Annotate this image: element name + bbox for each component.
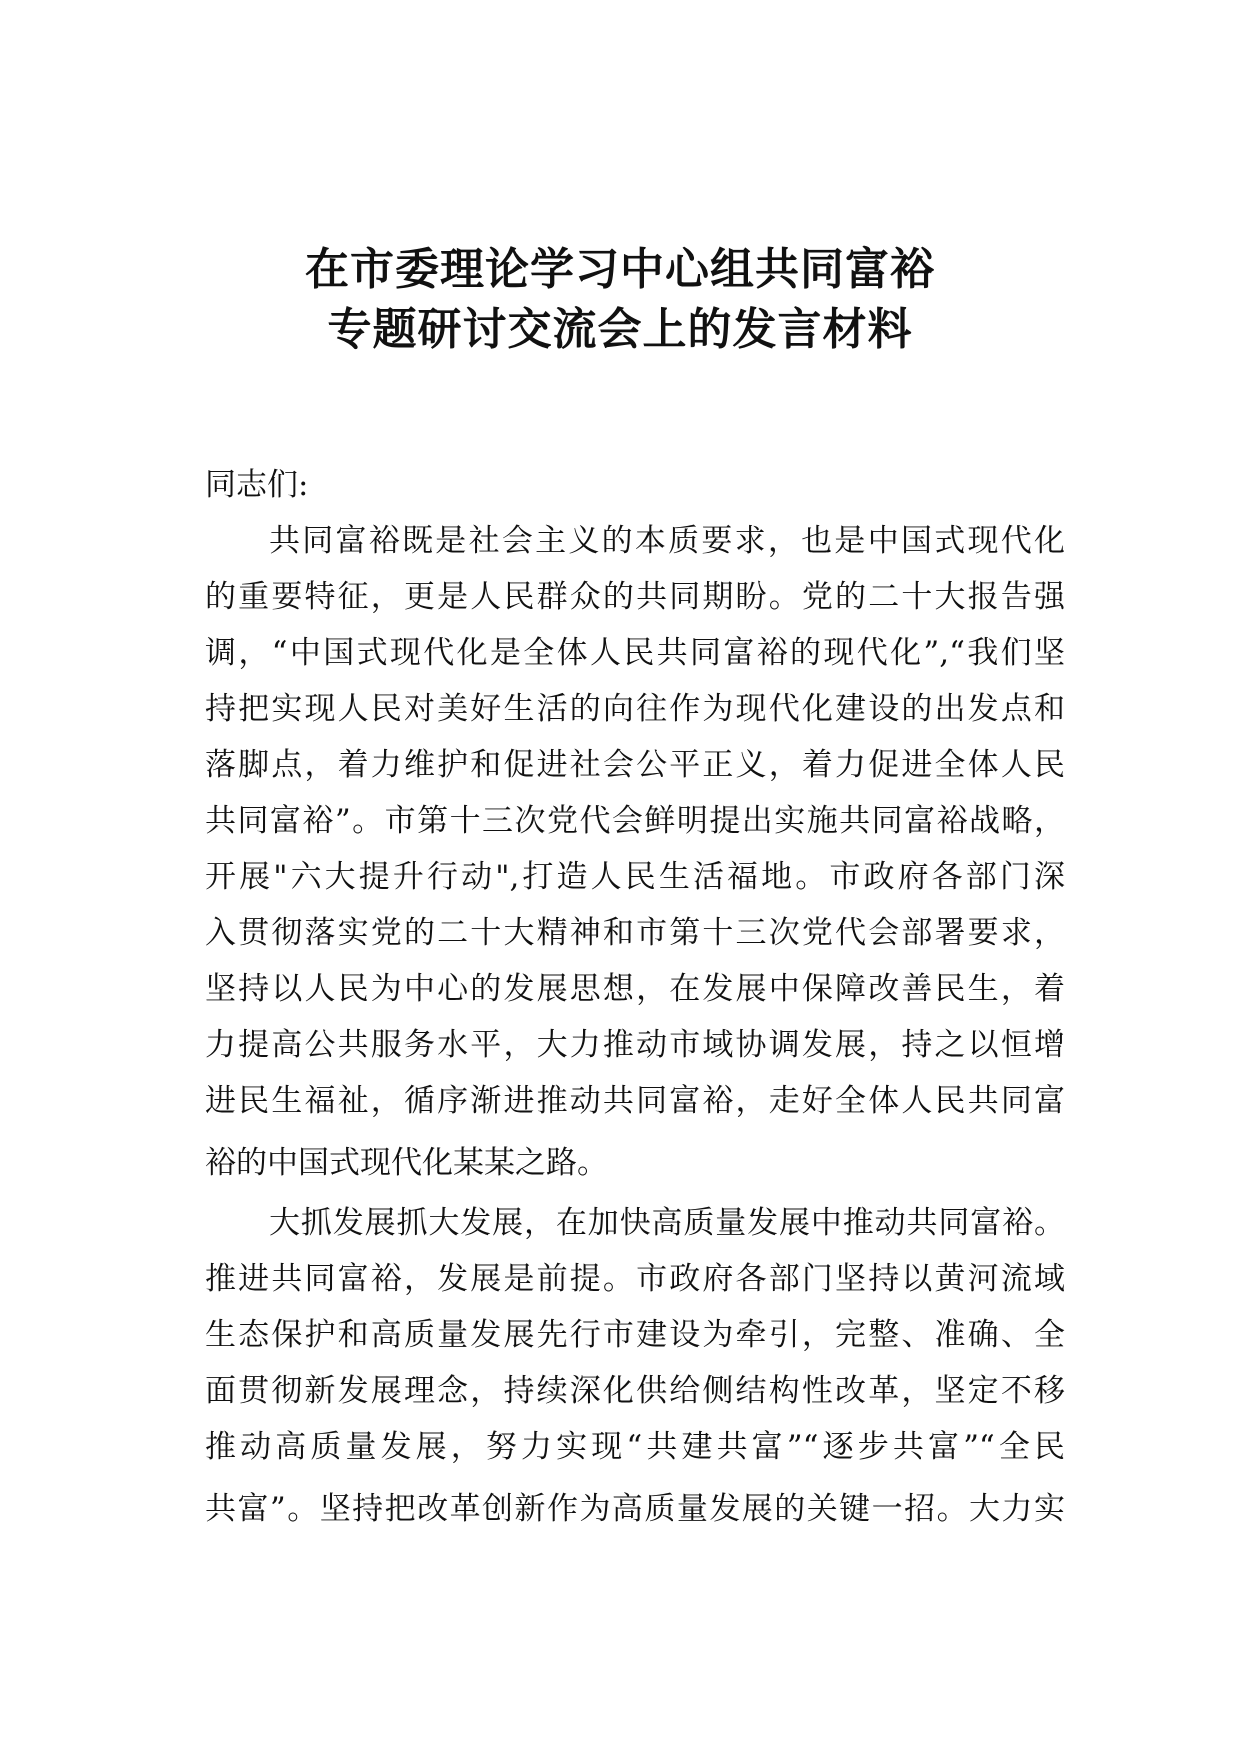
- paragraph-line: 共同富裕”。市第十三次党代会鲜明提出实施共同富裕战略，: [205, 803, 1065, 839]
- paragraph-line: 进民生福祉，循序渐进推动共同富裕，走好全体人民共同富: [205, 1083, 1065, 1119]
- paragraph-line: 面贯彻新发展理念，持续深化供给侧结构性改革，坚定不移: [205, 1373, 1065, 1409]
- paragraph-line: 共同富裕既是社会主义的本质要求，也是中国式现代化: [269, 523, 1065, 559]
- paragraph-line: 推动高质量发展，努力实现“共建共富”“逐步共富”“全民: [205, 1429, 1065, 1465]
- title-line-2: 专题研讨交流会上的发言材料: [327, 304, 913, 355]
- paragraph-1: [205, 513, 1065, 1191]
- paragraph-line: 持把实现人民对美好生活的向往作为现代化建设的出发点和: [205, 691, 1065, 727]
- paragraph-line: 入贯彻落实党的二十大精神和市第十三次党代会部署要求，: [205, 915, 1065, 951]
- paragraph-line: 生态保护和高质量发展先行市建设为牵引，完整、准确、全: [205, 1317, 1065, 1353]
- paragraph-line: 共富”。坚持把改革创新作为高质量发展的关键一招。大力实: [205, 1491, 1065, 1527]
- paragraph-line: 推进共同富裕，发展是前提。市政府各部门坚持以黄河流域: [205, 1261, 1065, 1297]
- paragraph-line: 坚持以人民为中心的发展思想，在发展中保障改善民生，着: [205, 971, 1065, 1007]
- salutation: 同志们:: [205, 467, 309, 503]
- paragraph-line: 调，“中国式现代化是全体人民共同富裕的现代化”,“我们坚: [205, 635, 1065, 671]
- paragraph-line: 的重要特征，更是人民群众的共同期盼。党的二十大报告强: [205, 579, 1065, 615]
- paragraph-line: 裕的中国式现代化某某之路。: [205, 1145, 608, 1181]
- paragraph-line: 落脚点，着力维护和促进社会公平正义，着力促进全体人民: [205, 747, 1065, 783]
- paragraph-line: 力提高公共服务水平，大力推动市域协调发展，持之以恒增: [205, 1027, 1065, 1063]
- paragraph-2: [205, 1195, 1065, 1537]
- paragraph-line: 开展"六大提升行动",打造人民生活福地。市政府各部门深: [205, 859, 1065, 895]
- document-body: [205, 457, 1065, 1541]
- paragraph-line: 大抓发展抓大发展，在加快高质量发展中推动共同富裕。: [269, 1205, 1065, 1241]
- document-title: [0, 240, 1240, 360]
- title-line-1: 在市委理论学习中心组共同富裕: [305, 244, 935, 295]
